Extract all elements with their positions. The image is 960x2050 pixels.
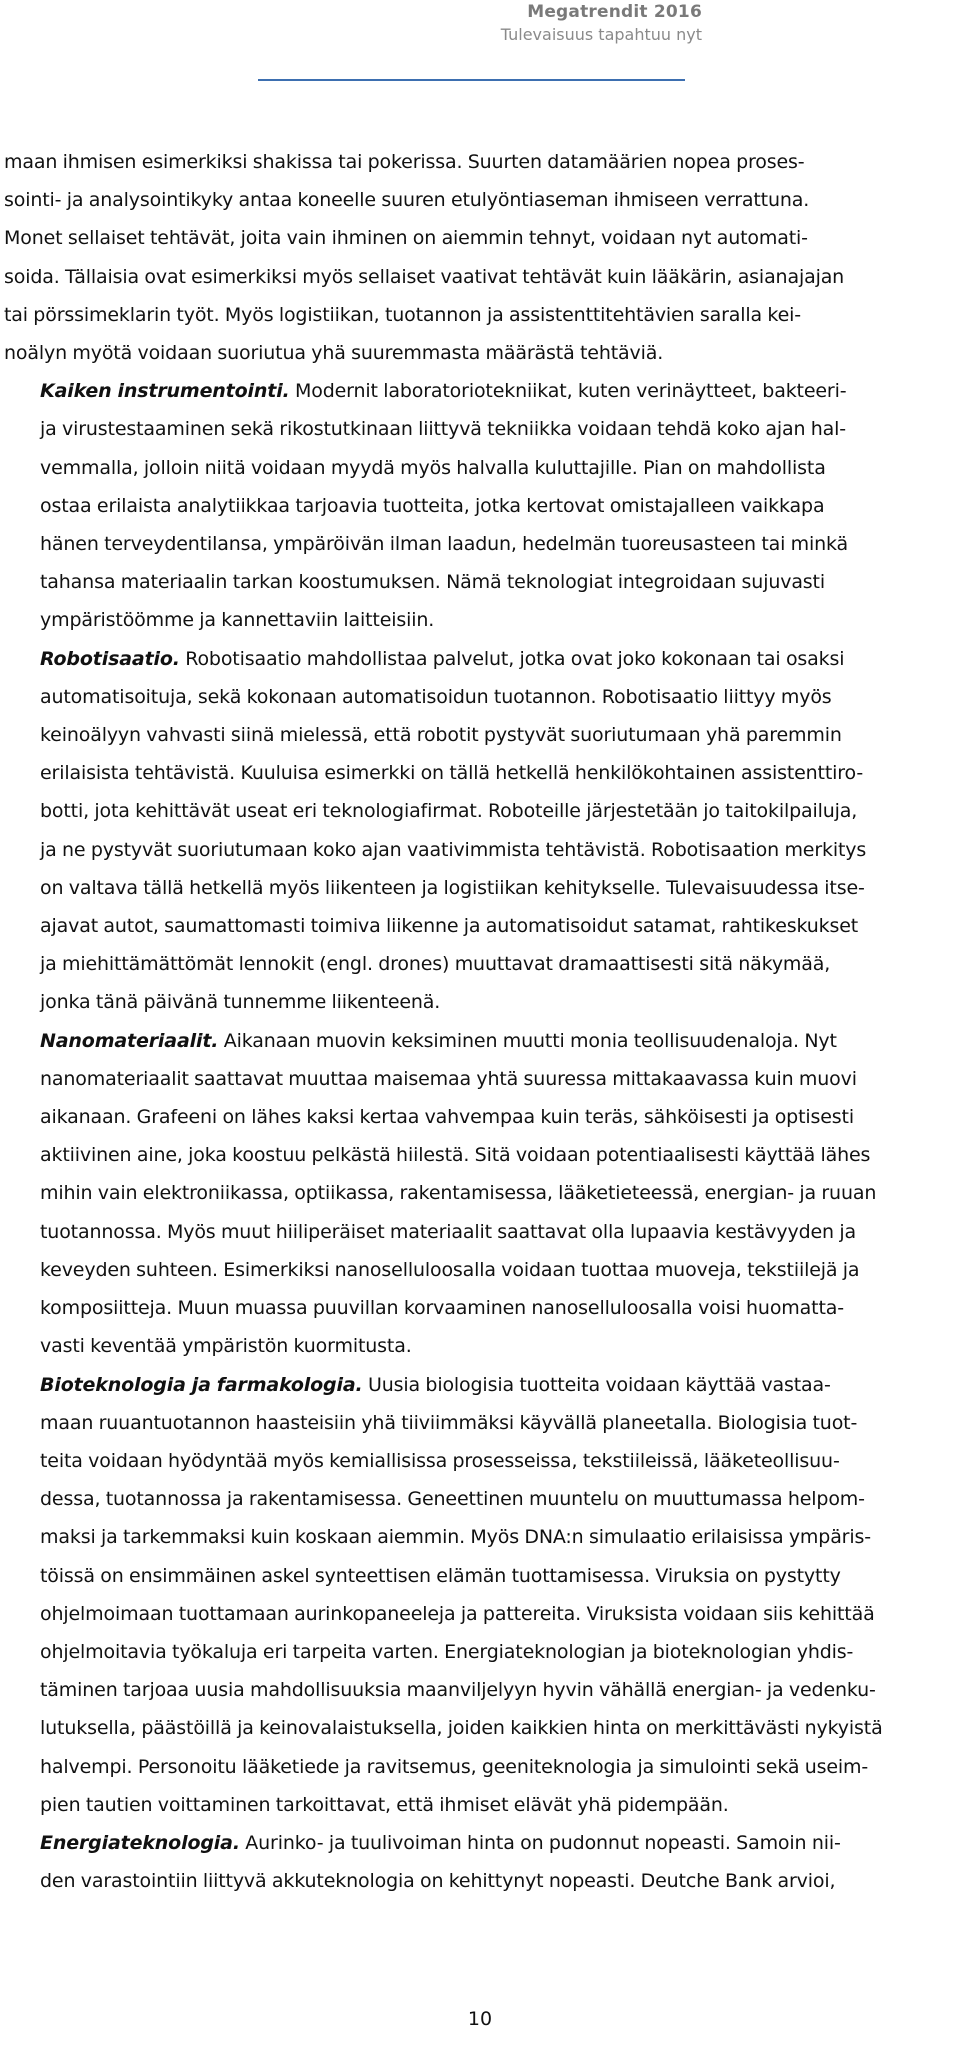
paragraph-heading: Nanomateriaalit.	[40, 1029, 219, 1052]
paragraph-text: Robotisaatio mahdollistaa palvelut, jotka ovat joko kokonaan tai osaksi automatisoituja, sekä kokonaan automatisoidun tuotannon. Robotisaatio liittyy myös keinoälyyn vahvasti siinä mielessä, että robotit pystyvät suoriutumaan yhä paremmin erilaisista tehtävistä. Kuuluisa esimerkki on tällä hetkellä henkilökohtainen assistenttiro- botti, jota kehittävät useat eri teknologiafirmat. Roboteille järjestetään jo taitokilpailuja, ja ne pystyvät suoriutumaan koko ajan vaativimmista tehtävistä. Robotisaation merkitys on valtava tällä hetkellä myös liikenteen ja logistiikan kehitykselle. Tulevaisuudessa itse- ajavat autot, saumattomasti toimiva liikenne ja automatisoidut satamat, rahtikeskukset ja miehittämättömät lennokit (engl. drones) muuttavat dramaattisesti sitä näkymää, jonka tänä päivänä tunnemme liikenteenä.	[40, 647, 867, 1014]
paragraph-intro	[0, 143, 950, 372]
paragraph-biotech	[0, 1366, 950, 1824]
paragraph-text: Uusia biologisia tuotteita voidaan käyttää vastaa- maan ruuantuotannon haasteisiin yhä tiiviimmäksi käyvällä planeetalla. Biologisia tuot- teita voidaan hyödyntää myös kemiallisissa prosesseissa, tekstiileissä, lääketeollisuu- dessa, tuotannossa ja rakentamisessa. Geneettinen muuntelu on muuttumassa helpom- maksi ja tarkemmaksi kuin koskaan aiemmin. Myös DNA:n simulaatio erilaisissa ympäris- töissä on ensimmäinen askel synteettisen elämän tuottamisessa. Viruksia on pystytty ohjelmoimaan tuottamaan aurinkopaneeleja ja pattereita. Viruksista voidaan siis kehittää ohjelmoitavia työkaluja eri tarpeita varten. Energiateknologian ja bioteknologian yhdis- täminen tarjoaa uusia mahdollisuuksia maanviljelyyn hyvin vähällä energian- ja vedenku- lutuksella, päästöillä ja keinovalaistuksella, joiden kaikkien hinta on merkittävästi nykyistä halvempi. Personoitu lääketiede ja ravitsemus, geeniteknologia ja simulointi sekä useim- pien tautien voittaminen tarkoittavat, että ihmiset elävät yhä pidempään.	[40, 1373, 883, 1816]
page-header	[0, 0, 960, 86]
paragraph-heading: Bioteknologia ja farmakologia.	[40, 1373, 363, 1396]
paragraph-instrumentation	[0, 372, 950, 639]
paragraph-robotics	[0, 640, 950, 1022]
header-title: Megatrendit 2016	[527, 2, 702, 22]
paragraph-text: Modernit laboratoriotekniikat, kuten verinäytteet, bakteeri- ja virustestaaminen sekä rikostutkinaan liittyvä tekniikka voidaan tehdä koko ajan hal- vemmalla, jolloin niitä voidaan myydä myös halvalla kuluttajille. Pian on mahdollista ostaa erilaista analytiikkaa tarjoavia tuotteita, jotka kertovat omistajalleen vaikkapa hänen terveydentilansa, ympäröivän ilman laadun, hedelmän tuoreusasteen tai minkä tahansa materiaalin tarkan koostumuksen. Nämä teknologiat integroidaan sujuvasti ympäristöömme ja kannettaviin laitteisiin.	[40, 380, 849, 632]
paragraph-nanomaterials	[0, 1022, 950, 1366]
paragraph-text: maan ihmisen esimerkiksi shakissa tai pokerissa. Suurten datamäärien nopea proses- sointi- ja analysointikyky antaa koneelle suuren etulyöntiaseman ihmiseen verrattuna. Monet sellaiset tehtävät, joita vain ihminen on aiemmin tehnyt, voidaan nyt automati- soida. Tällaisia ovat esimerkiksi myös sellaiset vaativat tehtävät kuin lääkärin, asianajajan tai pörssimeklarin työt. Myös logistiikan, tuotannon ja assistenttitehtävien saralla kei- noälyn myötä voidaan suoriutua yhä suuremmasta määrästä tehtäviä.	[4, 151, 845, 365]
paragraph-heading: Robotisaatio.	[40, 647, 180, 670]
paragraph-heading: Energiateknologia.	[40, 1831, 240, 1854]
paragraph-text: Aikanaan muovin keksiminen muutti monia teollisuudenaloja. Nyt nanomateriaalit saattavat muuttaa maisemaa yhtä suuressa mittakaavassa kuin muovi aikanaan. Grafeeni on lähes kaksi kertaa vahvempaa kuin teräs, sähköisesti ja optisesti aktiivinen aine, joka koostuu pelkästä hiilestä. Sitä voidaan potentiaalisesti käyttää lähes mihin vain elektroniikassa, optiikassa, rakentamisessa, lääketieteessä, energian- ja ruuan tuotannossa. Myös muut hiiliperäiset materiaalit saattavat olla lupaavia kestävyyden ja keveyden suhteen. Esimerkiksi nanoselluloosalla voidaan tuottaa muoveja, tekstiilejä ja komposiitteja. Muun muassa puuvillan korvaaminen nanoselluloosalla voisi huomatta- vasti keventää ympäristön kuormitusta.	[40, 1029, 877, 1358]
paragraph-text: Aurinko- ja tuulivoiman hinta on pudonnut nopeasti. Samoin nii- den varastointiin liittyvä akkuteknologia on kehittynyt nopeasti. Deutche Bank arvioi,	[40, 1831, 841, 1893]
paragraph-heading: Kaiken instrumentointi.	[40, 380, 290, 403]
page-number: 10	[467, 2008, 493, 2030]
article-body	[0, 143, 950, 1900]
header-subtitle: Tulevaisuus tapahtuu nyt	[500, 25, 702, 44]
paragraph-energy	[0, 1824, 950, 1900]
header-rule	[258, 79, 685, 81]
